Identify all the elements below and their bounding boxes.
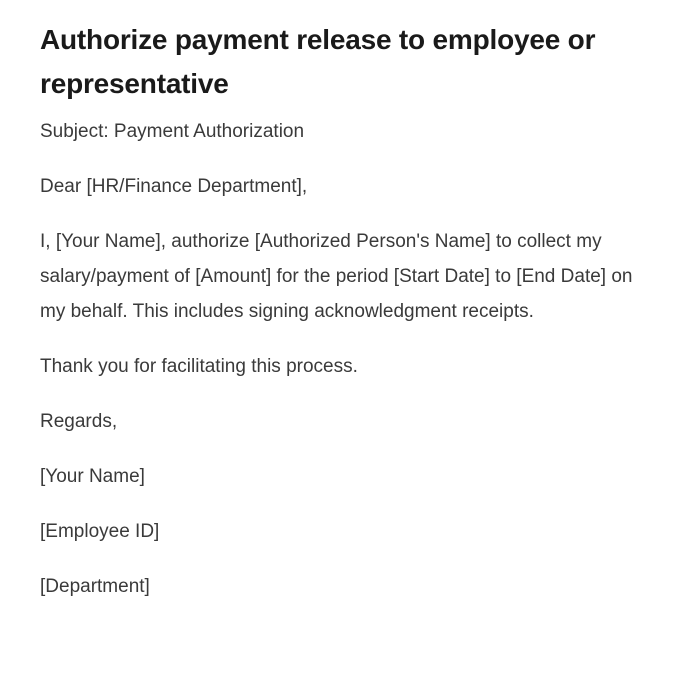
signature-department: [Department] xyxy=(40,576,150,597)
signature-name: [Your Name] xyxy=(40,466,145,487)
body-paragraph: I, [Your Name], authorize [Authorized Person's Name] to collect my salary/payment of [Amount] for the period [Start Date] to [End Date] on my behalf. This includes signing acknowledgment receipts. xyxy=(40,231,633,322)
page-title: Authorize payment release to employee or representative xyxy=(40,24,596,99)
thank-you-line: Thank you for facilitating this process. xyxy=(40,356,358,377)
signature-employee-id: [Employee ID] xyxy=(40,521,160,542)
subject-line: Subject: Payment Authorization xyxy=(40,121,305,142)
salutation: Dear [HR/Finance Department], xyxy=(40,176,308,197)
closing-line: Regards, xyxy=(40,411,118,432)
